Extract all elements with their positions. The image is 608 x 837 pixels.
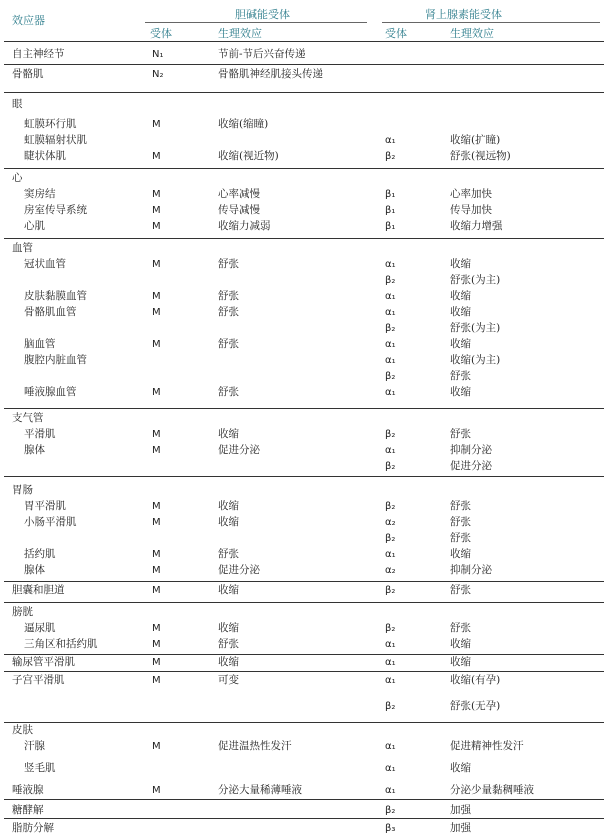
cholinergic-receptor-cell: M: [152, 259, 161, 270]
adrenergic-receptor-cell: β₂: [385, 429, 396, 440]
cholinergic-receptor-cell: N₂: [152, 69, 164, 80]
cholinergic-receptor-cell: M: [152, 119, 161, 130]
header-effect-adrenergic: 生理效应: [450, 27, 494, 40]
cholinergic-effect-cell: 收缩: [218, 516, 239, 528]
organ-cell: 心: [12, 172, 23, 184]
adrenergic-effect-cell: 舒张(为主): [450, 322, 501, 334]
cholinergic-effect-cell: 收缩: [218, 428, 239, 440]
cholinergic-receptor-cell: M: [152, 189, 161, 200]
adrenergic-effect-cell: 收缩: [450, 762, 471, 774]
organ-cell: 竖毛肌: [24, 762, 56, 774]
adrenergic-effect-cell: 收缩(有孕): [450, 674, 501, 686]
adrenergic-receptor-cell: α₁: [385, 639, 396, 650]
adrenergic-effect-cell: 收缩: [450, 338, 471, 350]
adrenergic-effect-cell: 收缩: [450, 386, 471, 398]
cholinergic-effect-cell: 舒张: [218, 548, 239, 560]
cholinergic-receptor-cell: M: [152, 151, 161, 162]
organ-cell: 糖酵解: [12, 804, 44, 816]
adrenergic-receptor-cell: α₁: [385, 259, 396, 270]
cholinergic-receptor-cell: N₁: [152, 49, 164, 60]
cholinergic-effect-cell: 舒张: [218, 338, 239, 350]
organ-cell: 窦房结: [24, 188, 56, 200]
cholinergic-effect-cell: 传导减慢: [218, 204, 260, 216]
cholinergic-effect-cell: 收缩(缩瞳): [218, 118, 269, 130]
adrenergic-receptor-cell: β₂: [385, 701, 396, 712]
organ-cell: 三角区和括约肌: [24, 638, 98, 650]
header-effect-cholinergic: 生理效应: [218, 27, 262, 40]
adrenergic-receptor-cell: α₁: [385, 657, 396, 668]
organ-cell: 胃平滑肌: [24, 500, 66, 512]
cholinergic-effect-cell: 心率减慢: [218, 188, 260, 200]
organ-cell: 逼尿肌: [24, 622, 56, 634]
cholinergic-receptor-cell: M: [152, 517, 161, 528]
organ-cell: 皮肤黏膜血管: [24, 290, 87, 302]
cholinergic-receptor-cell: M: [152, 657, 161, 668]
adrenergic-receptor-cell: α₁: [385, 445, 396, 456]
cholinergic-receptor-cell: M: [152, 387, 161, 398]
cholinergic-effect-cell: 舒张: [218, 386, 239, 398]
adrenergic-receptor-cell: α₁: [385, 387, 396, 398]
adrenergic-effect-cell: 收缩: [450, 656, 471, 668]
cholinergic-effect-cell: 舒张: [218, 306, 239, 318]
adrenergic-receptor-cell: β₂: [385, 501, 396, 512]
adrenergic-effect-cell: 收缩: [450, 638, 471, 650]
adrenergic-receptor-cell: α₁: [385, 355, 396, 366]
adrenergic-effect-cell: 收缩: [450, 258, 471, 270]
organ-cell: 支气管: [12, 412, 44, 424]
cholinergic-receptor-cell: M: [152, 339, 161, 350]
header-cholinergic: 胆碱能受体: [235, 8, 290, 21]
organ-cell: 心肌: [24, 220, 45, 232]
organ-cell: 唾液腺血管: [24, 386, 77, 398]
organ-cell: 括约肌: [24, 548, 56, 560]
cholinergic-effect-cell: 舒张: [218, 290, 239, 302]
adrenergic-receptor-cell: β₁: [385, 221, 396, 232]
adrenergic-effect-cell: 舒张: [450, 516, 471, 528]
row-divider: [4, 818, 604, 819]
row-divider: [4, 64, 604, 65]
adrenergic-receptor-cell: β₂: [385, 461, 396, 472]
adrenergic-receptor-cell: α₁: [385, 763, 396, 774]
row-divider: [4, 799, 604, 800]
row-divider: [4, 476, 604, 477]
organ-cell: 唾液腺: [12, 784, 44, 796]
adrenergic-receptor-cell: β₃: [385, 823, 396, 834]
row-divider: [4, 654, 604, 655]
adrenergic-effect-cell: 舒张: [450, 584, 471, 596]
cholinergic-effect-cell: 促进温热性发汗: [218, 740, 292, 752]
organ-cell: 胆囊和胆道: [12, 584, 65, 596]
adrenergic-effect-cell: 舒张: [450, 532, 471, 544]
header-divider-cholinergic: [145, 22, 367, 23]
header-receptor-cholinergic: 受体: [150, 27, 172, 40]
organ-cell: 腹腔内脏血管: [24, 354, 87, 366]
row-divider: [4, 41, 604, 42]
header-receptor-adrenergic: 受体: [385, 27, 407, 40]
adrenergic-effect-cell: 舒张(视远物): [450, 150, 511, 162]
adrenergic-effect-cell: 舒张(为主): [450, 274, 501, 286]
organ-cell: 汗腺: [24, 740, 45, 752]
adrenergic-effect-cell: 舒张: [450, 428, 471, 440]
organ-cell: 骨骼肌: [12, 68, 44, 80]
organ-cell: 脑血管: [24, 338, 56, 350]
adrenergic-receptor-cell: α₁: [385, 785, 396, 796]
adrenergic-effect-cell: 促进分泌: [450, 460, 492, 472]
organ-cell: 眼: [12, 98, 23, 110]
organ-cell: 骨骼肌血管: [24, 306, 77, 318]
cholinergic-effect-cell: 舒张: [218, 638, 239, 650]
row-divider: [4, 602, 604, 603]
adrenergic-receptor-cell: β₂: [385, 275, 396, 286]
header-adrenergic: 肾上腺素能受体: [425, 8, 502, 21]
organ-cell: 小肠平滑肌: [24, 516, 77, 528]
row-divider: [4, 238, 604, 239]
row-divider: [4, 168, 604, 169]
organ-cell: 输尿管平滑肌: [12, 656, 75, 668]
adrenergic-effect-cell: 促进精神性发汗: [450, 740, 524, 752]
organ-cell: 房室传导系统: [24, 204, 87, 216]
cholinergic-receptor-cell: M: [152, 221, 161, 232]
cholinergic-effect-cell: 节前-节后兴奋传递: [218, 48, 306, 60]
organ-cell: 胃肠: [12, 484, 33, 496]
adrenergic-receptor-cell: α₁: [385, 135, 396, 146]
cholinergic-receptor-cell: M: [152, 445, 161, 456]
cholinergic-receptor-cell: M: [152, 565, 161, 576]
organ-cell: 脂肪分解: [12, 822, 54, 834]
adrenergic-receptor-cell: β₁: [385, 189, 396, 200]
adrenergic-effect-cell: 舒张: [450, 370, 471, 382]
row-divider: [4, 722, 604, 723]
adrenergic-receptor-cell: α₂: [385, 565, 396, 576]
cholinergic-receptor-cell: M: [152, 205, 161, 216]
adrenergic-effect-cell: 抑制分泌: [450, 564, 492, 576]
cholinergic-effect-cell: 分泌大量稀薄唾液: [218, 784, 302, 796]
organ-cell: 虹膜辐射状肌: [24, 134, 87, 146]
adrenergic-effect-cell: 分泌少量黏稠唾液: [450, 784, 534, 796]
adrenergic-effect-cell: 收缩(扩瞳): [450, 134, 501, 146]
adrenergic-effect-cell: 加强: [450, 804, 471, 816]
cholinergic-effect-cell: 收缩力减弱: [218, 220, 271, 232]
adrenergic-effect-cell: 舒张(无孕): [450, 700, 501, 712]
cholinergic-receptor-cell: M: [152, 639, 161, 650]
cholinergic-effect-cell: 促进分泌: [218, 444, 260, 456]
adrenergic-receptor-cell: β₂: [385, 805, 396, 816]
cholinergic-effect-cell: 收缩: [218, 622, 239, 634]
adrenergic-receptor-cell: β₂: [385, 323, 396, 334]
adrenergic-receptor-cell: β₂: [385, 371, 396, 382]
cholinergic-effect-cell: 骨骼肌神经肌接头传递: [218, 68, 323, 80]
adrenergic-effect-cell: 抑制分泌: [450, 444, 492, 456]
organ-cell: 血管: [12, 242, 33, 254]
adrenergic-effect-cell: 收缩: [450, 306, 471, 318]
adrenergic-receptor-cell: α₁: [385, 339, 396, 350]
adrenergic-effect-cell: 收缩: [450, 290, 471, 302]
adrenergic-receptor-cell: α₁: [385, 675, 396, 686]
adrenergic-receptor-cell: α₁: [385, 307, 396, 318]
adrenergic-receptor-cell: β₁: [385, 205, 396, 216]
cholinergic-receptor-cell: M: [152, 549, 161, 560]
adrenergic-effect-cell: 舒张: [450, 622, 471, 634]
organ-cell: 腺体: [24, 564, 45, 576]
adrenergic-receptor-cell: α₁: [385, 291, 396, 302]
organ-cell: 子宫平滑肌: [12, 674, 65, 686]
adrenergic-effect-cell: 加强: [450, 822, 471, 834]
adrenergic-receptor-cell: β₂: [385, 151, 396, 162]
organ-cell: 平滑肌: [24, 428, 56, 440]
organ-cell: 虹膜环行肌: [24, 118, 77, 130]
cholinergic-receptor-cell: M: [152, 623, 161, 634]
adrenergic-receptor-cell: α₁: [385, 741, 396, 752]
cholinergic-receptor-cell: M: [152, 501, 161, 512]
organ-cell: 腺体: [24, 444, 45, 456]
adrenergic-effect-cell: 传导加快: [450, 204, 492, 216]
cholinergic-effect-cell: 舒张: [218, 258, 239, 270]
organ-cell: 冠状血管: [24, 258, 66, 270]
organ-cell: 自主神经节: [12, 48, 65, 60]
adrenergic-receptor-cell: α₁: [385, 549, 396, 560]
row-divider: [4, 92, 604, 93]
organ-cell: 皮肤: [12, 724, 33, 736]
adrenergic-receptor-cell: β₂: [385, 533, 396, 544]
cholinergic-receptor-cell: M: [152, 741, 161, 752]
adrenergic-effect-cell: 收缩力增强: [450, 220, 503, 232]
organ-cell: 睫状体肌: [24, 150, 66, 162]
cholinergic-effect-cell: 收缩: [218, 656, 239, 668]
adrenergic-effect-cell: 收缩(为主): [450, 354, 501, 366]
cholinergic-receptor-cell: M: [152, 307, 161, 318]
cholinergic-receptor-cell: M: [152, 675, 161, 686]
adrenergic-receptor-cell: β₂: [385, 623, 396, 634]
cholinergic-effect-cell: 促进分泌: [218, 564, 260, 576]
cholinergic-receptor-cell: M: [152, 785, 161, 796]
row-divider: [4, 408, 604, 409]
cholinergic-effect-cell: 收缩(视近物): [218, 150, 279, 162]
cholinergic-receptor-cell: M: [152, 429, 161, 440]
adrenergic-receptor-cell: α₂: [385, 517, 396, 528]
adrenergic-receptor-cell: β₂: [385, 585, 396, 596]
cholinergic-effect-cell: 收缩: [218, 500, 239, 512]
adrenergic-effect-cell: 收缩: [450, 548, 471, 560]
adrenergic-effect-cell: 心率加快: [450, 188, 492, 200]
organ-cell: 膀胱: [12, 606, 33, 618]
header-effector: 效应器: [12, 14, 45, 27]
cholinergic-receptor-cell: M: [152, 585, 161, 596]
row-divider: [4, 581, 604, 582]
adrenergic-effect-cell: 舒张: [450, 500, 471, 512]
cholinergic-receptor-cell: M: [152, 291, 161, 302]
header-divider-adrenergic: [382, 22, 600, 23]
cholinergic-effect-cell: 可变: [218, 674, 239, 686]
row-divider: [4, 671, 604, 672]
cholinergic-effect-cell: 收缩: [218, 584, 239, 596]
